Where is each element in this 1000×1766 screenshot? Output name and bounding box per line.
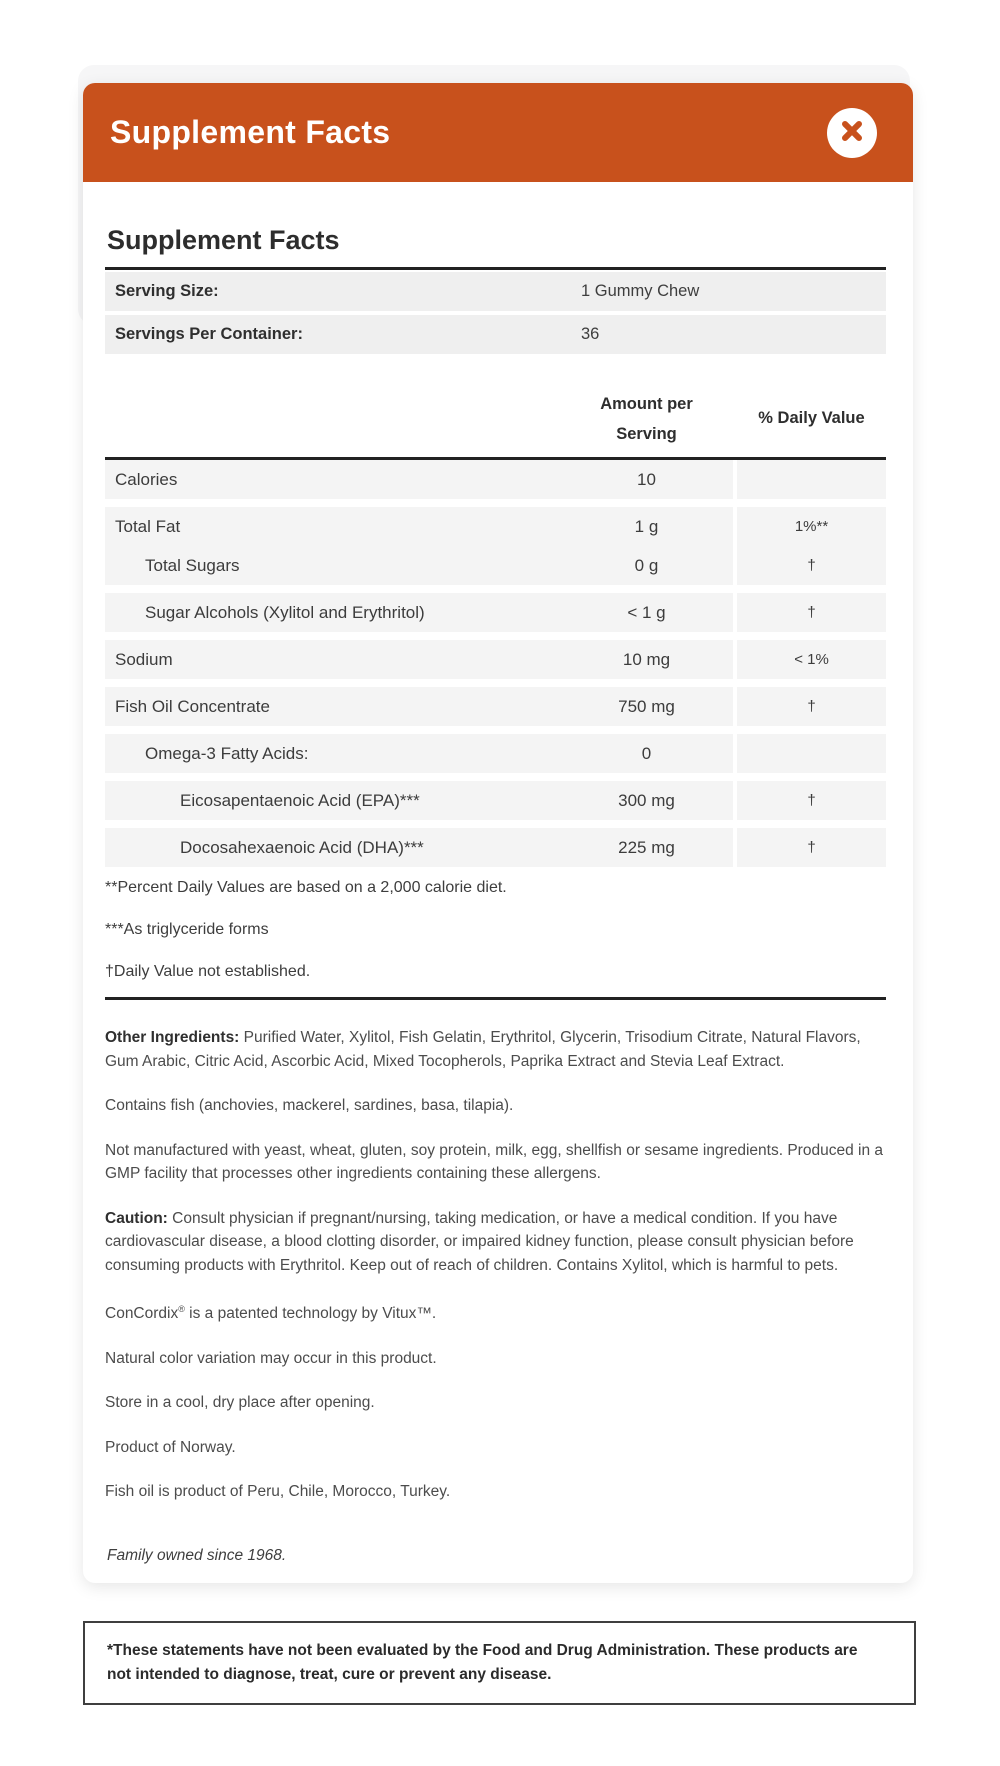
nutrient-amount: 10 mg	[622, 649, 671, 669]
paragraph-text: Consult physician if pregnant/nursing, taking medication, or have a medical condition. If you have cardiovascular disease, a blood clotting disorder, or impaired kidney function, please consult physician before consuming products with Erythritol. Keep out of reach of children. Contains Xylitol, which is harmful to pets.	[105, 1209, 854, 1274]
nutrient-label: Omega-3 Fatty Acids:	[145, 743, 309, 763]
nutrient-daily-value: †	[737, 781, 886, 820]
nutrient-main-cell	[105, 687, 733, 726]
info-paragraph	[105, 1347, 886, 1371]
paragraph-text: Purified Water, Xylitol, Fish Gelatin, Erythritol, Glycerin, Trisodium Citrate, Natural Flavors, Gum Arabic, Citric Acid, Ascorbic Acid, Mixed Tocopherols, Paprika Extract and Stevia Leaf Extract.	[105, 1029, 861, 1070]
nutrient-daily-value: 1%**	[737, 507, 886, 546]
nutrient-row	[105, 593, 886, 632]
table-footnote: †Daily Value not established.	[105, 963, 311, 980]
nutrient-amount: 0 g	[634, 555, 659, 575]
paragraph-text: Product of Norway.	[105, 1438, 236, 1456]
nutrient-row	[105, 546, 886, 585]
nutrient-row	[105, 687, 886, 726]
paragraph-text: Not manufactured with yeast, wheat, gluten, soy protein, milk, egg, shellfish or sesame ingredients. Produced in a GMP facility that processes other ingredients containing these allergens.	[105, 1141, 883, 1182]
nutrient-main-cell	[105, 828, 733, 867]
nutrient-daily-value: < 1%	[737, 640, 886, 679]
nutrient-main-cell	[105, 640, 733, 679]
nutrient-daily-value: †	[737, 828, 886, 867]
info-paragraph	[105, 1094, 886, 1118]
fda-disclaimer-box	[83, 1621, 916, 1705]
divider-thick-top	[105, 267, 886, 270]
table-column-headers	[105, 354, 886, 457]
serving-value: 36	[581, 325, 600, 343]
supplement-facts-modal	[83, 83, 913, 1583]
paragraph-text: Natural color variation may occur in this product.	[105, 1349, 437, 1367]
nutrient-main-cell	[105, 507, 733, 546]
modal-title: Supplement Facts	[110, 114, 391, 150]
nutrient-amount: 750 mg	[618, 696, 675, 716]
table-footnote: ***As triglyceride forms	[105, 921, 269, 938]
info-paragraph	[105, 1139, 886, 1186]
nutrient-daily-value: †	[737, 593, 886, 632]
nutrient-amount: 300 mg	[618, 790, 675, 810]
close-icon	[840, 119, 864, 146]
close-button[interactable]	[827, 108, 877, 158]
paragraph-lead: Caution:	[105, 1209, 168, 1227]
info-paragraphs	[105, 1026, 886, 1504]
table-footnotes	[105, 876, 886, 984]
nutrient-main-cell	[105, 460, 733, 499]
paragraph-text: Contains fish (anchovies, mackerel, sardines, basa, tilapia).	[105, 1097, 514, 1114]
fda-disclaimer-line2: not intended to diagnose, treat, cure or prevent any disease.	[107, 1666, 552, 1683]
nutrient-block	[105, 507, 886, 585]
nutrient-block	[105, 781, 886, 820]
nutrient-label: Eicosapentaenoic Acid (EPA)***	[180, 790, 420, 810]
nutrient-label: Calories	[115, 469, 178, 489]
nutrient-label: Total Sugars	[145, 555, 240, 575]
nutrient-block	[105, 828, 886, 867]
nutrient-label: Docosahexaenoic Acid (DHA)***	[180, 837, 424, 857]
divider-thick-bottom	[105, 997, 886, 1000]
info-paragraph	[105, 1207, 886, 1278]
nutrient-block	[105, 460, 886, 499]
nutrient-daily-value: †	[737, 687, 886, 726]
table-footnote: **Percent Daily Values are based on a 2,000 calorie diet.	[105, 879, 507, 896]
serving-row	[105, 272, 886, 311]
info-paragraph	[105, 1391, 886, 1415]
nutrient-daily-value: †	[737, 546, 886, 585]
amount-column-header: Amount per Serving	[600, 394, 693, 443]
nutrient-label: Total Fat	[115, 516, 181, 536]
nutrient-amount: < 1 g	[627, 602, 666, 622]
nutrient-amount: 225 mg	[618, 837, 675, 857]
nutrient-table	[105, 460, 886, 867]
nutrient-block	[105, 734, 886, 773]
info-paragraph	[105, 1436, 886, 1460]
panel-title: Supplement Facts	[107, 225, 340, 255]
nutrient-row	[105, 781, 886, 820]
paragraph-text: ConCordix® is a patented technology by Vitux™.	[105, 1304, 437, 1323]
info-paragraph	[105, 1480, 886, 1504]
paragraph-text: Fish oil is product of Peru, Chile, Morocco, Turkey.	[105, 1483, 451, 1501]
footer-tagline: Family owned since 1968.	[107, 1547, 287, 1564]
nutrient-row	[105, 734, 886, 773]
nutrient-main-cell	[105, 546, 733, 585]
nutrient-amount: 10	[637, 469, 656, 489]
nutrient-row	[105, 460, 886, 499]
nutrient-amount: 0	[641, 743, 652, 763]
nutrient-label: Sugar Alcohols (Xylitol and Erythritol)	[145, 602, 425, 622]
serving-value: 1 Gummy Chew	[581, 282, 700, 300]
serving-row	[105, 315, 886, 354]
nutrient-row	[105, 828, 886, 867]
fda-disclaimer-line1: *These statements have not been evaluated by the Food and Drug Administration. These products are	[107, 1642, 858, 1659]
paragraph-text: Store in a cool, dry place after opening.	[105, 1394, 375, 1412]
nutrient-block	[105, 687, 886, 726]
nutrient-daily-value	[737, 460, 886, 499]
nutrient-block	[105, 640, 886, 679]
info-paragraph	[105, 1026, 886, 1073]
nutrient-label: Sodium	[115, 649, 173, 669]
serving-label: Serving Size:	[115, 282, 219, 300]
nutrient-label: Fish Oil Concentrate	[115, 696, 270, 716]
modal-body	[83, 182, 913, 1568]
nutrient-main-cell	[105, 781, 733, 820]
daily-value-column-header: % Daily Value	[758, 409, 865, 427]
nutrient-row	[105, 640, 886, 679]
serving-rows	[105, 272, 886, 354]
nutrient-main-cell	[105, 734, 733, 773]
nutrient-amount: 1 g	[634, 516, 659, 536]
nutrient-main-cell	[105, 593, 733, 632]
info-paragraph	[105, 1298, 886, 1326]
nutrient-row	[105, 507, 886, 546]
paragraph-lead: Other Ingredients:	[105, 1029, 240, 1046]
nutrient-daily-value	[737, 734, 886, 773]
scrollable-content[interactable]	[105, 182, 886, 1538]
serving-label: Servings Per Container:	[115, 325, 303, 343]
nutrient-block	[105, 593, 886, 632]
modal-header	[83, 83, 913, 182]
